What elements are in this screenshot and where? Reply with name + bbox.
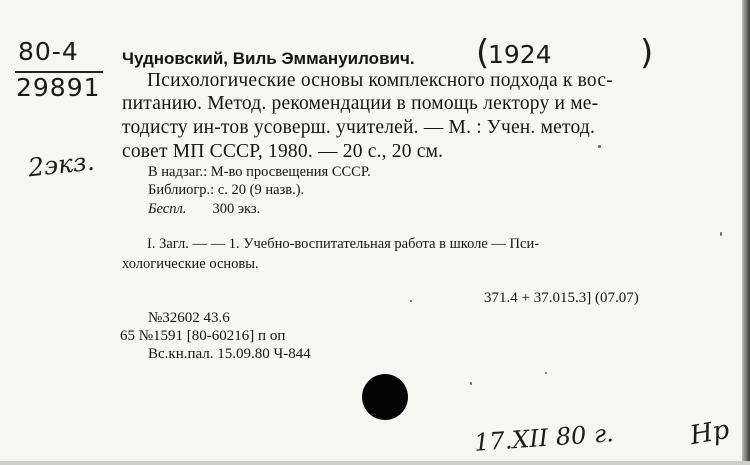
note-bibliography: Библиогр.: с. 20 (9 назв.). (148, 182, 305, 198)
tracing-line-1: I. Загл. — — 1. Учебно-воспитательная работа в школе — Пси- (147, 236, 540, 252)
dust-speck (410, 300, 412, 302)
card-edge-shadow (742, 0, 750, 465)
price-label: Беспл. (148, 201, 187, 217)
card-bottom-edge (0, 461, 750, 465)
note-header: В надзаг.: М-во просвещения СССР. (148, 164, 371, 180)
dust-speck (545, 372, 547, 374)
title-line-3: тодисту ин-тов усоверш. учителей. — М. : Учен. метод. (122, 117, 596, 138)
birth-year-bracket-close: ) (640, 33, 654, 73)
punch-hole (362, 374, 408, 420)
book-chamber-stamp: Вс.кн.пал. 15.09.80 Ч-844 (148, 346, 311, 362)
note-price (148, 201, 260, 218)
birth-year-bracket-open: ( (476, 33, 490, 73)
dust-speck (598, 145, 601, 148)
tracing-line-2: хологические основы. (122, 256, 259, 272)
title-line-2: питанию. Метод. рекомендации в помощь лектору и ме- (122, 93, 599, 114)
print-run: 300 экз. (212, 201, 261, 217)
handwritten-initials: Hр (687, 414, 732, 452)
author-heading: Чудновский, Виль Эммануилович. (122, 49, 415, 68)
dust-speck (470, 382, 472, 385)
shelf-mark-bottom: 29891 (16, 73, 101, 102)
classification-index: 371.4 + 37.015.3] (07.07) (484, 290, 639, 306)
card-number-1: №32602 43.6 (148, 310, 230, 326)
copies-note: 2экз. (26, 146, 96, 183)
author-birth-year: 1924 (488, 40, 552, 69)
shelf-mark-top: 80-4 (18, 37, 79, 66)
title-line-1: Психологические основы комплексного подхода к вос- (147, 70, 613, 91)
handwritten-date: 17.XII 80 г. (473, 419, 615, 457)
dust-speck (720, 232, 722, 236)
card-number-2: 65 №1591 [80-60216] п оп (120, 328, 286, 344)
imprint-line: совет МП СССР, 1980. — 20 с., 20 см. (122, 141, 444, 162)
